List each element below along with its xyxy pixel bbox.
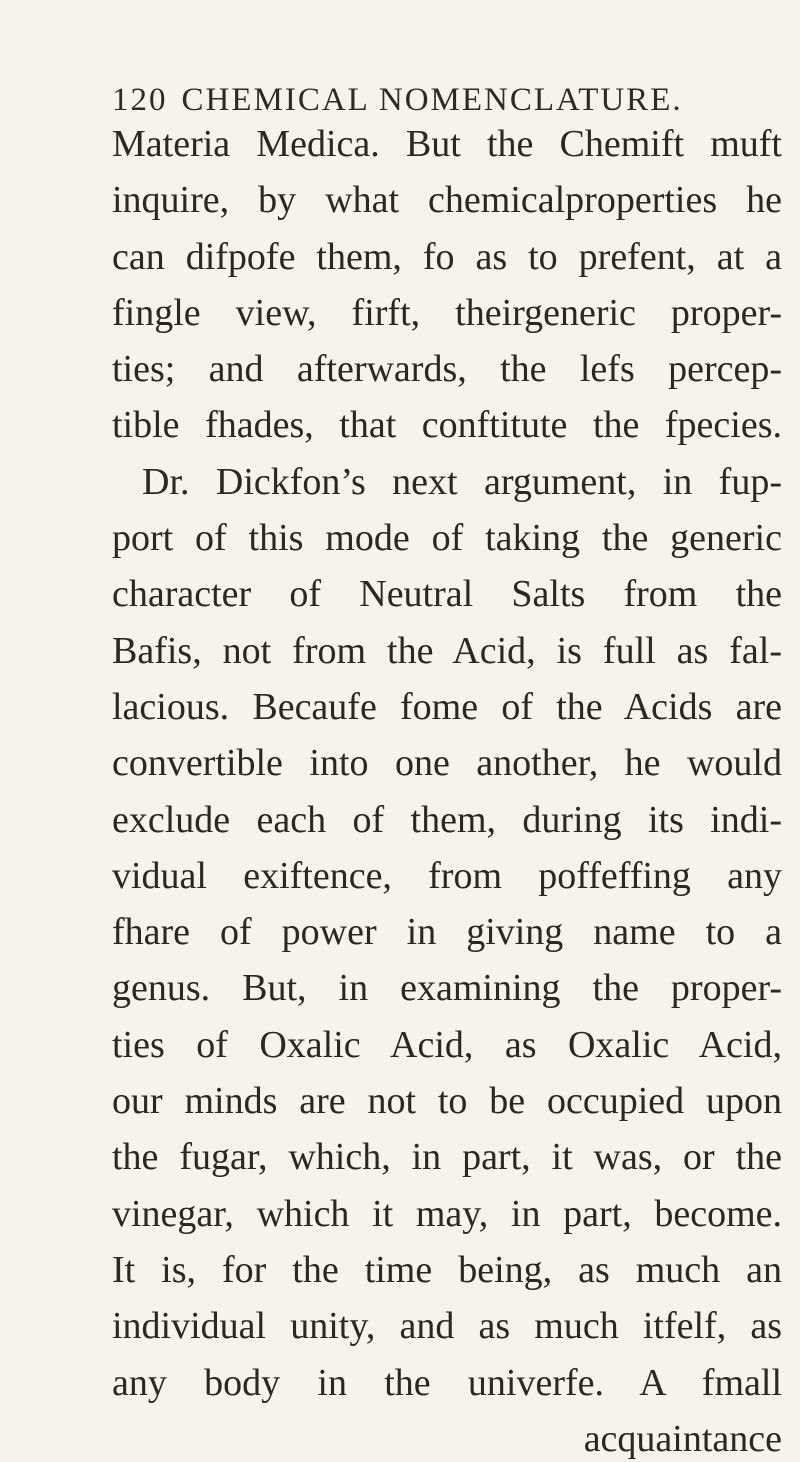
text-line: inquire, by what chemicalproperties he [112,179,782,222]
text-line: vidual exiftence, from poffeffing any [112,854,782,897]
text-line: Materia Medica. But the Chemift muft [112,123,782,165]
text-line: ties of Oxalic Acid, as Oxalic Acid, [112,1023,782,1066]
text-line: individual unity, and as much itfelf, as [112,1305,782,1348]
text-line: exclude each of them, during its indi- [112,798,782,841]
text-line: fingle view, firft, theirgeneric proper- [112,291,782,334]
text-line: convertible into one another, he would [112,742,782,785]
text-line: genus. But, in examining the proper- [112,967,782,1010]
text-line: ties; and afterwards, the lefs percep- [112,348,782,391]
running-header [112,82,683,119]
text-line: any body in the univerfe. A fmall [112,1361,782,1404]
paragraph-start-line: Dr. Dickfon’s next argument, in fup- [142,460,782,503]
text-line: port of this mode of taking the generic [112,517,782,560]
text-line: Bafis, not from the Acid, is full as fal- [112,629,782,672]
text-line: vinegar, which it may, in part, become. [112,1192,782,1235]
catchword: acquaintance [583,1417,782,1460]
text-line: tible fhades, that conftitute the fpecies. [112,404,782,447]
page-number: 120 [112,82,168,118]
text-line: lacious. Becaufe fome of the Acids are [112,685,782,728]
body-text [112,116,782,1462]
text-line: the fugar, which, in part, it was, or the [112,1136,782,1179]
text-line: It is, for the time being, as much an [112,1248,782,1291]
running-title: CHEMICAL NOMENCLATURE. [181,82,683,118]
text-line: fhare of power in giving name to a [112,911,782,954]
text-line: can difpofe them, fo as to prefent, at a [112,235,782,278]
text-line: our minds are not to be occupied upon [112,1080,782,1123]
text-line: character of Neutral Salts from the [112,573,782,616]
